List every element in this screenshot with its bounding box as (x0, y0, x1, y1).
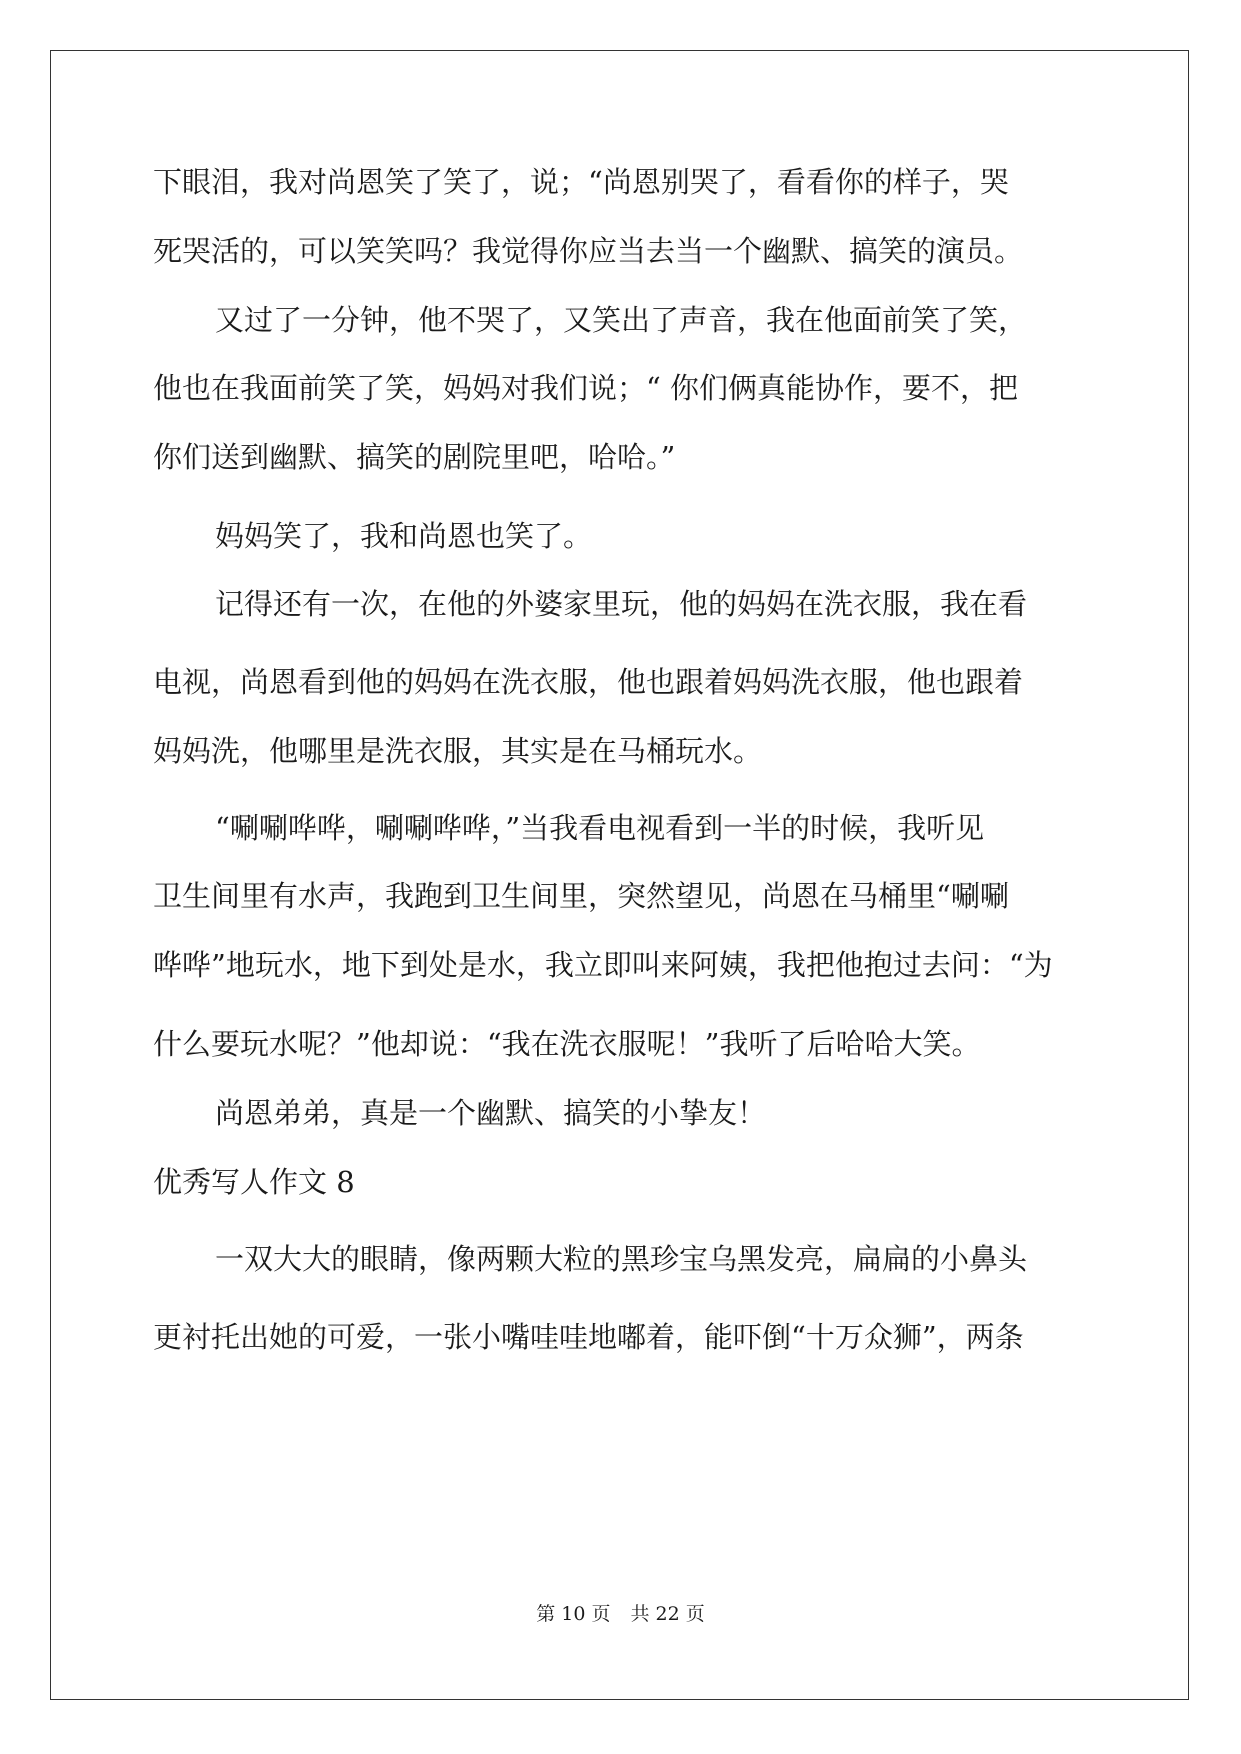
paragraph-start: 一双大大的眼睛，像两颗大粒的黑珍宝乌黑发亮，扁扁的小鼻头 (215, 1242, 1028, 1276)
text-line: 什么要玩水呢？”他却说：“我在洗衣服呢！”我听了后哈哈大笑。 (153, 1027, 981, 1061)
text-line: 卫生间里有水声，我跑到卫生间里，突然望见，尚恩在马桶里“唰唰 (153, 879, 1009, 913)
text-line: 他也在我面前笑了笑，妈妈对我们说；“ 你们俩真能协作，要不，把 (153, 371, 1019, 405)
text-line: 妈妈洗，他哪里是洗衣服，其实是在马桶玩水。 (153, 734, 763, 768)
text-line: 下眼泪，我对尚恩笑了笑了，说；“尚恩别哭了，看看你的样子，哭 (153, 165, 1009, 199)
text-line: 死哭活的，可以笑笑吗？我觉得你应当去当一个幽默、搞笑的演员。 (153, 234, 1024, 268)
paragraph-start: “唰唰哗哗，唰唰哗哗，”当我看电视看到一半的时候，我听见 (215, 811, 985, 845)
text-line: 你们送到幽默、搞笑的剧院里吧，哈哈。” (153, 440, 676, 474)
text-line: 电视，尚恩看到他的妈妈在洗衣服，他也跟着妈妈洗衣服，他也跟着 (153, 665, 1024, 699)
paragraph-start: 尚恩弟弟，真是一个幽默、搞笑的小挚友！ (215, 1096, 767, 1130)
page-total: 共 22 页 (630, 1603, 705, 1625)
page-number: 第 10 页 (536, 1603, 611, 1625)
section-heading: 优秀写人作文 8 (153, 1165, 355, 1199)
paragraph-start: 记得还有一次，在他的外婆家里玩，他的妈妈在洗衣服，我在看 (215, 587, 1028, 621)
paragraph-start: 又过了一分钟，他不哭了，又笑出了声音，我在他面前笑了笑， (215, 303, 1028, 337)
page-border (50, 50, 1189, 1700)
page-footer (0, 1602, 1241, 1626)
text-line: 哗哗”地玩水，地下到处是水，我立即叫来阿姨，我把他抱过去问：“为 (153, 948, 1053, 982)
text-line: 更衬托出她的可爱，一张小嘴哇哇地嘟着，能吓倒“十万众狮”，两条 (153, 1320, 1024, 1354)
paragraph-start: 妈妈笑了，我和尚恩也笑了。 (215, 519, 593, 553)
